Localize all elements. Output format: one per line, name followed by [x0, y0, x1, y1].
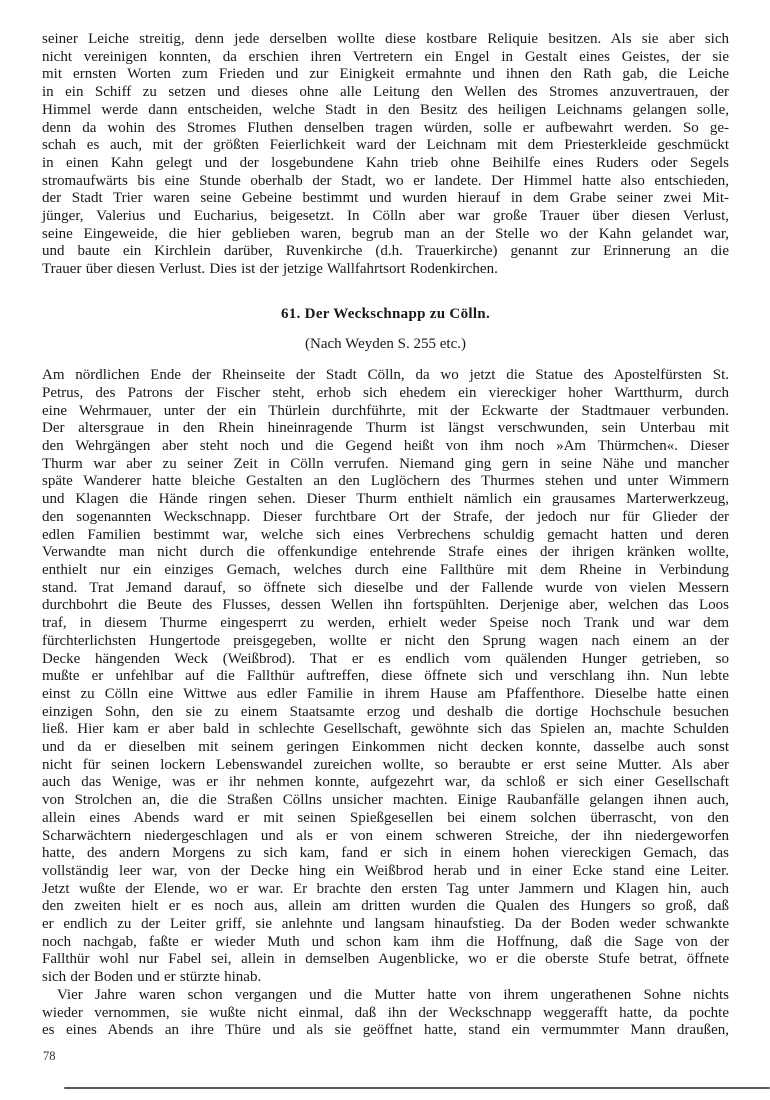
paragraph-continuation	[42, 31, 729, 279]
text-line: Der altersgraue in den Rhein hineinragende Thurm ist längst verschwunden, sein Unterbau mit	[42, 420, 729, 437]
text-column	[42, 0, 729, 1040]
text-line: traf, in diesem Thurme eingesperrt zu werden, erhielt weder Speise noch Trank und war dem	[42, 615, 729, 632]
text-line: von Strolchen an, die die Straßen Cöllns unsicher machten. Einige Raubanfälle gelangen ihnen auch,	[42, 792, 729, 809]
section-heading: 61. Der Weckschnapp zu Cölln.	[280, 305, 490, 322]
text-line: sich der Boden und er stürzte hinab.	[42, 969, 262, 986]
text-line: noch nachgab, faßte er wieder Muth und schon kam ihm die Hoffnung, daß die Sage von der	[42, 933, 729, 950]
paragraph-story	[42, 367, 729, 987]
scan-artifact-line	[64, 1087, 770, 1089]
text-line: mußte er unfehlbar auf die Fallthür auftreffen, diese öffnete sich und verschlang ihn. Nun lebte	[42, 668, 729, 685]
text-line: fürchterlichsten Hungertode preisgegeben, wollte er nicht den Sprung wagen nach einem an der	[42, 632, 729, 649]
text-line: jünger, Valerius und Eucharius, beigesetzt. In Cölln aber war große Trauer über diesen Verlust,	[42, 208, 729, 225]
text-line: vollständig leer war, von der Decke hing ein Weißbrod herab und in einer Ecke stand eine Leiter.	[42, 862, 729, 879]
text-line: Thurm war aber zu seiner Zeit in Cölln verrufen. Niemand ging gern in seine Nähe und mancher	[42, 455, 729, 472]
text-line: Verwandte man nicht durch die offenkundige entehrende Strafe eines der ihrigen kränken wollte,	[42, 544, 729, 561]
text-line: allein eines Abends ward er mit seinen Spießgesellen bei einem solchen überrascht, von den	[42, 809, 729, 826]
text-line: nicht vereinigen konnten, da erschien ihren Vertretern ein Engel in Gestalt eines Geistes, der sie	[42, 48, 729, 65]
text-line: Trauer über diesen Verlust. Dies ist der jetzige Wallfahrtsort Rodenkirchen.	[42, 261, 498, 278]
text-line: und baute ein Kirchlein darüber, Ruvenkirche (d.h. Trauerkirche) genannt zur Erinnerung an die	[42, 243, 729, 260]
text-line: schah es auch, mit der größten Feierlichkeit ward der Leichnam mit dem Priesterkleide geschmückt	[42, 137, 729, 154]
text-line: den Wehrgängen aber steht noch und die Gegend heißt von ihm noch »Am Thürmchen«. Dieser	[42, 438, 729, 455]
text-line: Petrus, des Patrons der Fischer steht, erhob sich ehedem ein viereckiger hoher Wartthurm, durch	[42, 384, 729, 401]
text-line: edlen Familien bestimmt war, welche sich eines Verbrechens schuldig gemacht hatten und deren	[42, 526, 729, 543]
paragraph-story-continued	[42, 987, 729, 1040]
text-line: in ein Schiff zu setzen und dieses ohne alle Leitung den Wellen des Stromes anzuvertrauen, der	[42, 84, 729, 101]
text-line: enthielt nur ein einziges Gemach, welches durch eine Fallthüre mit dem Rheine in Verbindung	[42, 561, 729, 578]
text-line: Decke hängenden Weck (Weißbrod). That er es endlich vom quälenden Hunger getrieben, so	[42, 650, 729, 667]
text-line: Scharwächtern niedergeschlagen und als er von einem schweren Streiche, der ihn niedergeworfen	[42, 827, 729, 844]
text-line: durchbohrt die Beute des Flusses, dessen Wellen ihn fortspühlten. Derjenige aber, welchen das Loos	[42, 597, 729, 614]
text-line: Jetzt wußte der Elende, wo er war. Er brachte den ersten Tag unter Jammern und Klagen hin, auch	[42, 880, 729, 897]
text-line: in einen Kahn gelegt und der losgebundene Kahn trieb ohne Beihilfe eines Ruders oder Segels	[42, 154, 729, 171]
text-line: seiner Leiche streitig, denn jede derselben wollte diese kostbare Reliquie besitzen. Als sie aber sich	[42, 31, 729, 47]
page-number: 78	[43, 1049, 56, 1063]
text-line: Am nördlichen Ende der Rheinseite der Stadt Cölln, da wo jetzt die Statue des Apostelfürsten St.	[42, 367, 729, 384]
text-line: einzigen Sohn, den sie zu einem Staatsamte erzog und deshalb die dortige Hochschule besuchen	[42, 703, 729, 720]
text-line: den zweiten hielt er es noch aus, allein am dritten wurden die Qualen des Hungers so groß, daß	[42, 898, 729, 915]
text-line: auch das Wenige, was er ihr nehmen konnte, aufgezehrt war, da schloß er sich einer Gesellschaft	[42, 774, 729, 791]
text-line: seine Eingeweide, die hier geblieben waren, begrub man an der Stelle wo der Kahn gelandet war,	[42, 225, 729, 242]
text-line: Fallthür wohl nur Fabel sei, allein in demselben Augenblicke, wo er die oberste Stufe betrat, öffnete	[42, 951, 729, 968]
text-line: einst zu Cölln eine Wittwe aus edler Familie in ihrem Hause am Pfaffenthore. Dieselbe hatte einen	[42, 685, 729, 702]
text-line: nicht für seinen lockern Lebenswandel zureichen wollte, so beraubte er erst seine Mutter. Als aber	[42, 756, 729, 773]
text-line: Himmel werde dann entscheiden, welche Stadt in den Besitz des heiligen Leichnams gelangen solle,	[42, 101, 729, 118]
section-source-note: (Nach Weyden S. 255 etc.)	[305, 335, 466, 352]
text-line: mit ernsten Worten zum Frieden und zur Einigkeit ermahnte und ihnen den Rath gab, die Leiche	[42, 66, 729, 83]
text-line: und Klagen die Hände ringen sehen. Dieser Thurm enthielt nämlich ein grausames Marterwerkzeug,	[42, 491, 729, 508]
text-line: Vier Jahre waren schon vergangen und die Mutter hatte von ihrem ungerathenen Sohne nichts	[57, 986, 729, 1003]
text-line: wieder vernommen, sie wußte nicht einmal, daß ihn der Weckschnapp weggerafft hatte, da pochte	[42, 1004, 729, 1021]
text-line: stromaufwärts bis eine Stunde oberhalb der Stadt, wo er landete. Der Himmel hatte also entschieden,	[42, 172, 729, 189]
text-line: ließ. Hier kam er aber bald in schlechte Gesellschaft, gewöhnte sich das Spielen an, machte Schulden	[42, 721, 729, 738]
text-line: späte Wanderer hatte bleiche Gestalten an den Luglöchern des Thurmes stehen und unter Wimmern	[42, 473, 729, 490]
text-line: und da er dieselben mit seinem geringen Einkommen nicht decken konnte, dasselbe auch sonst	[42, 739, 729, 756]
text-line: er endlich zu der Leiter griff, sie anlehnte und langsam hinaufstieg. Da der Boden weder schwankte	[42, 916, 729, 933]
text-line: den sogenannten Weckschnapp. Dieser furchtbare Ort der Strafe, der jedoch nur für Glieder der	[42, 508, 729, 525]
text-line: eine Wehrmauer, unter der ein Thürlein durchführte, mit der Eckwarte der Stadtmauer verbunden.	[42, 402, 729, 419]
text-line: der Stadt Trier waren seine Gebeine bestimmt und wurden hierauf in dem Grabe seiner zwei Mit-	[42, 190, 729, 207]
text-line: hatte, des andern Morgens zu sich kam, fand er sich in einem hohen viereckigen Gemach, das	[42, 845, 729, 862]
text-line: denn da wohin des Stromes Fluthen denselben tragen würden, solle er aufbewahrt werden. So ge-	[42, 119, 729, 136]
text-line: es eines Abends an ihre Thüre und als sie geöffnet hatte, stand ein vermummter Mann draußen,	[42, 1022, 729, 1039]
text-line: stand. Trat Jemand darauf, so öffnete sich dieselbe und der Fallende wurde von vielen Messern	[42, 579, 729, 596]
